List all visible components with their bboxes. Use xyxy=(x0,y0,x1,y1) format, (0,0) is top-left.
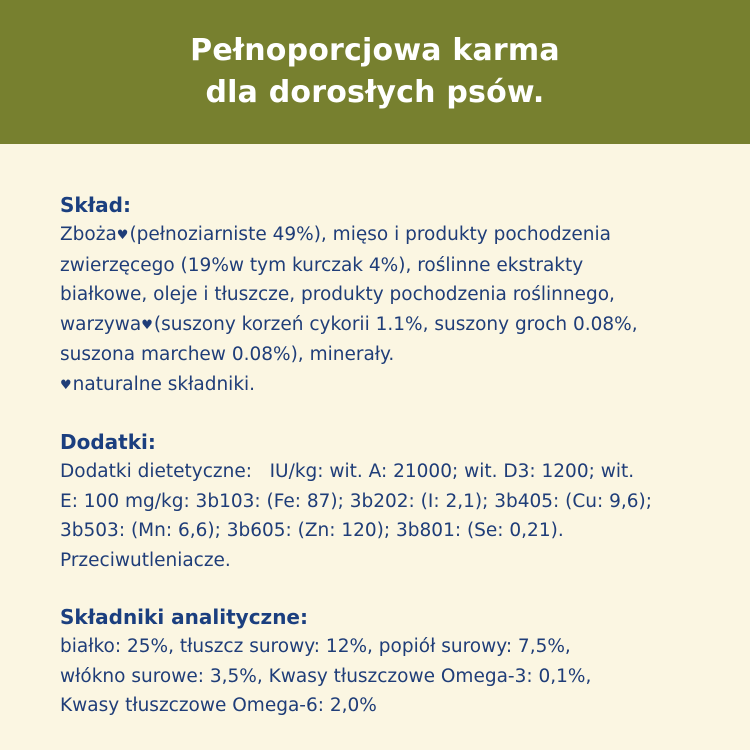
analytical-line: białko: 25%, tłuszcz surowy: 12%, popiół surowy: 7,5%, xyxy=(60,636,571,657)
analytical-line: włókno surowe: 3,5%, Kwasy tłuszczowe Omega-3: 0,1%, xyxy=(60,665,592,687)
analytical-title: Składniki analityczne: xyxy=(60,605,308,629)
composition-line xyxy=(60,220,730,251)
header-banner xyxy=(0,0,750,144)
heart-icon: ♥ xyxy=(116,228,129,243)
page-title-line-1: Pełnoporcjowa karma xyxy=(190,33,560,68)
label-content xyxy=(60,190,730,748)
composition-line xyxy=(60,251,730,281)
additives-title: Dodatki: xyxy=(60,430,156,454)
composition-text: białkowe, oleje i tłuszcze, produkty pochodzenia roślinnego, xyxy=(60,284,615,305)
composition-text: Zboża xyxy=(60,224,117,245)
additives-line: 3b503: (Mn: 6,6); 3b605: (Zn: 120); 3b801: (Se: 0,21). xyxy=(60,520,564,541)
composition-title: Skład: xyxy=(60,193,131,217)
heart-icon: ♥ xyxy=(60,377,72,393)
composition-text: suszona marchew 0.08%), minerały. xyxy=(60,344,395,365)
additives-line: Przeciwutleniacze. xyxy=(60,549,231,571)
composition-text: (pełnoziarniste 49%), mięso i produkty pochodzenia xyxy=(129,224,611,245)
analytical-section xyxy=(60,602,730,721)
composition-line xyxy=(60,340,730,370)
composition-text: zwierzęcego (19%w tym kurczak 4%), roślinne ekstrakty xyxy=(60,254,584,276)
additives-line: E: 100 mg/kg: 3b103: (Fe: 87); 3b202: (I: 2,1); 3b405: (Cu: 9,6); xyxy=(60,490,652,512)
heart-icon: ♥ xyxy=(141,317,153,333)
composition-line xyxy=(60,280,730,310)
analytical-line: Kwasy tłuszczowe Omega-6: 2,0% xyxy=(60,695,377,716)
additives-line: Dodatki dietetyczne: IU/kg: wit. A: 21000; wit. D3: 1200; wit. xyxy=(60,461,635,482)
composition-text: naturalne składniki. xyxy=(72,373,256,395)
composition-footnote xyxy=(60,370,730,401)
composition-line xyxy=(60,310,730,341)
page-title-line-2: dla dorosłych psów. xyxy=(205,75,545,110)
composition-text: warzywa xyxy=(60,313,142,335)
composition-section xyxy=(60,190,730,400)
additives-section xyxy=(60,427,730,575)
composition-text: (suszony korzeń cykorii 1.1%, suszony groch 0.08%, xyxy=(153,313,638,335)
